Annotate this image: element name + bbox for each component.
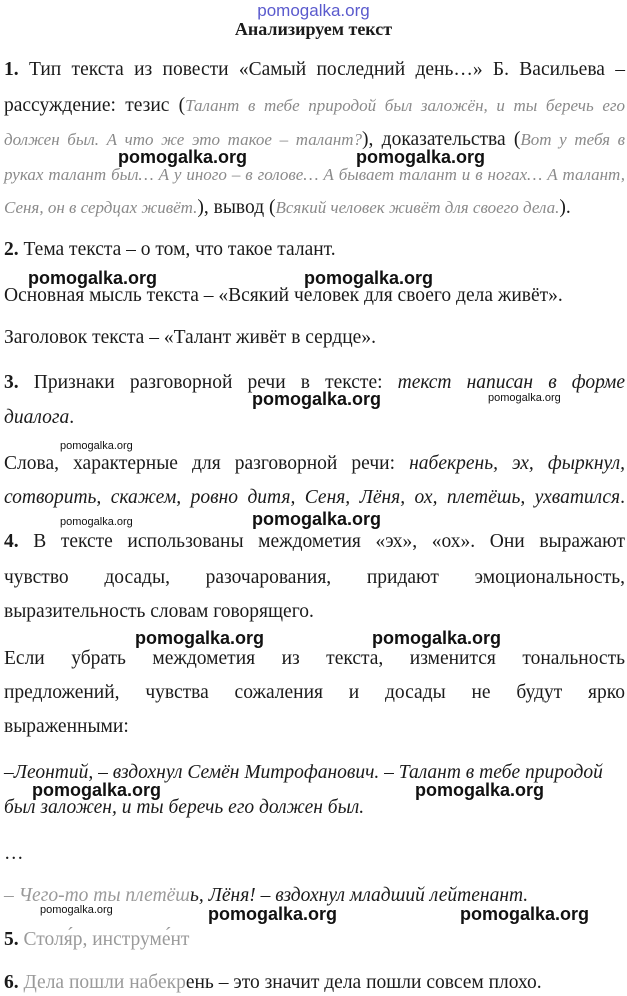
p2-theme (4, 238, 627, 262)
p6-number: 6. (4, 972, 19, 993)
p4-line5: предложений, чувства сожаления и досады не будут ярко (4, 682, 625, 703)
p5-number: 5. (4, 929, 19, 950)
page-title: Анализируем текст (234, 19, 393, 39)
watermark-small: pomogalka.org (60, 440, 133, 452)
p3-line1-italic: текст написан в форме (397, 372, 626, 393)
p1-line2 (4, 94, 625, 118)
p4-number: 4. (4, 531, 19, 552)
p3-words-line1 (4, 452, 625, 476)
p3-number: 3. (4, 372, 19, 393)
p1-proof-start: Вот у тебя в (520, 130, 625, 149)
p1-line1 (4, 58, 625, 82)
p1-line3 (4, 128, 625, 152)
p4-line3: выразительность словам говорящего. (4, 601, 314, 622)
p1-line5-text: ), вывод ( (197, 197, 276, 218)
watermark: pomogalka.org (415, 780, 545, 800)
p1-proof-end: Сеня, он в сердцах живёт. (4, 198, 198, 217)
p3-line2-italic: диалога (4, 407, 70, 428)
p4-line1 (4, 530, 625, 554)
p2-idea: Основная мысль текста – «Всякий человек для своего дела живёт». (4, 285, 563, 306)
watermark: pomogalka.org (372, 628, 502, 648)
p5-line (4, 928, 627, 952)
p5-text: Столя́р, инструме́нт (23, 929, 190, 950)
watermark: pomogalka.org (208, 904, 338, 924)
p3-line1-text: Признаки разговорной речи в тексте: (33, 372, 398, 393)
p6-text-faded: Дела пошли набекр (23, 972, 186, 993)
p2-heading: Заголовок текста – «Талант живёт в сердце». (4, 327, 376, 348)
p1-line5 (4, 196, 627, 220)
site-header-watermark: pomogalka.org (257, 1, 370, 20)
p4-line1-text: В тексте использованы междометия «эх», «ох». Они выражают (33, 531, 625, 552)
p4-quote3-text: ь, Лёня! – вздохнул младший лейтенант. (190, 885, 529, 906)
p1-number: 1. (4, 59, 19, 80)
watermark: pomogalka.org (118, 147, 248, 167)
watermark-small: pomogalka.org (40, 904, 113, 916)
p4-line2: чувство досады, разочарования, придают эмоциональность, (4, 567, 625, 588)
p1-line4: руках талант был… А у иного – в голове… А бывает талант и в ногах… А талант, (4, 165, 625, 184)
p2-number: 2. (4, 239, 19, 260)
watermark: pomogalka.org (28, 268, 158, 288)
p3-words-italic: набекрень, эх, фыркнул, (409, 453, 625, 474)
watermark: pomogalka.org (252, 509, 382, 529)
p4-quote1: –Леонтий, – вздохнул Семён Митрофанович. – Талант в тебе природой (4, 762, 603, 783)
p3-words-end: . (620, 487, 625, 508)
watermark: pomogalka.org (304, 268, 434, 288)
p4-quote2: был заложен, и ты беречь его должен был. (4, 797, 365, 818)
p4-ellipsis: … (4, 843, 24, 864)
p3-line2-end: . (69, 407, 75, 428)
p4-line4: Если убрать междометия из текста, изменится тональность (4, 648, 625, 669)
watermark: pomogalka.org (135, 628, 265, 648)
p1-line3-text: ), доказательства ( (362, 129, 521, 150)
watermark: pomogalka.org (356, 147, 486, 167)
watermark: pomogalka.org (32, 780, 162, 800)
watermark: pomogalka.org (252, 389, 382, 409)
p6-line (4, 971, 627, 995)
p1-thesis: Талант в тебе природой был заложён, и ты беречь его (185, 96, 625, 115)
p4-quote3-faded: – Чего-то ты плетёш (4, 885, 191, 906)
p6-text: ень – это значит дела пошли совсем плохо. (185, 972, 542, 993)
watermark-small: pomogalka.org (488, 392, 561, 404)
p2-theme-text: Тема текста – о том, что такое талант. (23, 239, 336, 260)
p1-line5-end: ). (559, 197, 571, 218)
p1-conclusion: Всякий человек живёт для своего дела. (275, 198, 560, 217)
p1-line1-text: Тип текста из повести «Самый последний день…» Б. Васильева – (28, 59, 625, 80)
p1-thesis-end: должен был. А что же это такое – талант? (4, 130, 363, 149)
watermark-small: pomogalka.org (60, 516, 133, 528)
p3-words-text: Слова, характерные для разговорной речи: (4, 453, 410, 474)
p3-words-italic-2: сотворить, скажем, ровно дитя, Сеня, Лёня, ох, плетёшь, ухватился (4, 487, 621, 508)
p3-words-line2 (4, 486, 625, 510)
p4-line6: выраженными: (4, 716, 129, 737)
p1-line2-text: рассуждение: тезис ( (4, 95, 186, 116)
watermark: pomogalka.org (460, 904, 590, 924)
